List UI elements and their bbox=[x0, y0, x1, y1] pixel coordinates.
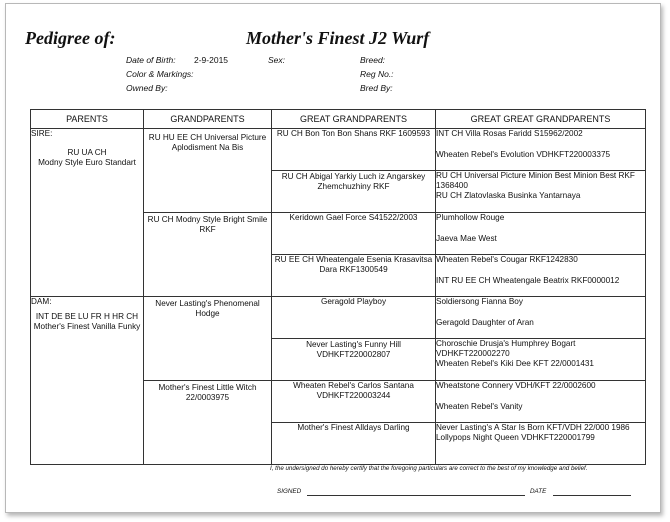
date-label: DATE bbox=[530, 488, 547, 495]
great-grandparent-cell: Wheaten Rebel's Carlos Santana VDHKFT220003244 bbox=[272, 381, 436, 423]
ancestor-name: RU CH Universal Picture Minion Best Minion Best RKF 1368400 bbox=[436, 171, 635, 190]
sex-label: Sex: bbox=[268, 55, 286, 65]
ancestor-name: INT RU EE CH Wheatengale Beatrix RKF0000012 bbox=[436, 276, 620, 285]
grandparent-cell: RU HU EE CH Universal Picture Aplodisment Na Bis bbox=[144, 129, 272, 213]
great-grandparent-cell: Geragold Playboy bbox=[272, 297, 436, 339]
dob-value: 2-9-2015 bbox=[194, 55, 229, 65]
great-great-grandparent-cell bbox=[436, 423, 646, 465]
col-header-grandparents: GRANDPARENTS bbox=[144, 110, 272, 129]
certification-text: I, the undersigned do hereby certify that the foregoing particulars are correct to the best of my knowledge and belief. bbox=[270, 465, 588, 472]
ancestor-name: RU CH Zlatovlaska Businka Yantarnaya bbox=[436, 191, 581, 200]
great-grandparent-cell: RU CH Abigal Yarkiy Luch iz Angarskey Zhemchuzhiny RKF bbox=[272, 171, 436, 213]
dam-name: INT DE BE LU FR H HR CH Mother's Finest Vanilla Funky bbox=[33, 312, 141, 331]
ancestor-name: Jaeva Mae West bbox=[436, 234, 497, 243]
dog-name: Mother's Finest J2 Wurf bbox=[246, 28, 430, 48]
dam-cell bbox=[31, 297, 144, 465]
owned-label: Owned By: bbox=[126, 83, 168, 93]
ancestor-name: Never Lasting's A Star Is Born KFT/VDH 22/000 1986 bbox=[436, 423, 630, 432]
dob-label: Date of Birth: bbox=[126, 55, 176, 65]
ancestor-name: Wheaten Rebel's Kiki Dee KFT 22/0001431 bbox=[436, 359, 594, 368]
col-header-great-grandparents: GREAT GRANDPARENTS bbox=[272, 110, 436, 129]
ancestor-name: Wheaten Rebel's Evolution VDHKFT220003375 bbox=[436, 150, 611, 159]
ancestor-name: Wheatstone Connery VDH/KFT 22/0002600 bbox=[436, 381, 596, 390]
great-grandparent-cell: Keridown Gael Force S41522/2003 bbox=[272, 213, 436, 255]
col-header-great-great-grandparents: GREAT GREAT GRANDPARENTS bbox=[436, 110, 646, 129]
date-line[interactable] bbox=[553, 495, 631, 496]
dam-label: DAM: bbox=[31, 297, 52, 306]
ancestor-name: Soldiersong Fianna Boy bbox=[436, 297, 523, 306]
great-great-grandparent-cell bbox=[436, 339, 646, 381]
ancestor-name: Wheaten Rebel's Cougar RKF1242830 bbox=[436, 255, 578, 264]
great-great-grandparent-cell bbox=[436, 171, 646, 213]
great-grandparent-cell: Mother's Finest Alldays Darling bbox=[272, 423, 436, 465]
col-header-parents: PARENTS bbox=[31, 110, 144, 129]
ancestor-name: Plumhollow Rouge bbox=[436, 213, 505, 222]
ancestor-name: Lollypops Night Queen VDHKFT220001799 bbox=[436, 433, 595, 442]
great-great-grandparent-cell bbox=[436, 213, 646, 255]
ancestor-name: Geragold Daughter of Aran bbox=[436, 318, 534, 327]
reg-label: Reg No.: bbox=[360, 69, 394, 79]
breed-label: Breed: bbox=[360, 55, 386, 65]
pedigree-table bbox=[30, 109, 646, 465]
great-great-grandparent-cell bbox=[436, 381, 646, 423]
sire-cell bbox=[31, 129, 144, 297]
signature-line[interactable] bbox=[307, 495, 525, 496]
ancestor-name: Wheaten Rebel's Vanity bbox=[436, 402, 523, 411]
ancestor-name: INT CH Villa Rosas Faridd S15962/2002 bbox=[436, 129, 583, 138]
grandparent-cell: Never Lasting's Phenomenal Hodge bbox=[144, 297, 272, 381]
bred-label: Bred By: bbox=[360, 83, 393, 93]
title-label: Pedigree of: bbox=[25, 28, 116, 48]
sire-name: RU UA CH Modny Style Euro Standart bbox=[38, 148, 136, 167]
great-grandparent-cell: Never Lasting's Funny Hill VDHKFT220002807 bbox=[272, 339, 436, 381]
great-grandparent-cell: RU EE CH Wheatengale Esenia Krasavitsa Dara RKF1300549 bbox=[272, 255, 436, 297]
grandparent-cell: Mother's Finest Little Witch 22/0003975 bbox=[144, 381, 272, 465]
great-great-grandparent-cell bbox=[436, 255, 646, 297]
grandparent-cell: RU CH Modny Style Bright Smile RKF bbox=[144, 213, 272, 297]
great-grandparent-cell: RU CH Bon Ton Bon Shans RKF 1609593 bbox=[272, 129, 436, 171]
signed-label: SIGNED bbox=[277, 488, 302, 495]
color-label: Color & Markings: bbox=[126, 69, 194, 79]
great-great-grandparent-cell bbox=[436, 297, 646, 339]
great-great-grandparent-cell bbox=[436, 129, 646, 171]
sire-label: SIRE: bbox=[31, 129, 53, 138]
ancestor-name: Choroschie Drusja's Humphrey Bogart VDHKFT220002270 bbox=[436, 339, 576, 358]
